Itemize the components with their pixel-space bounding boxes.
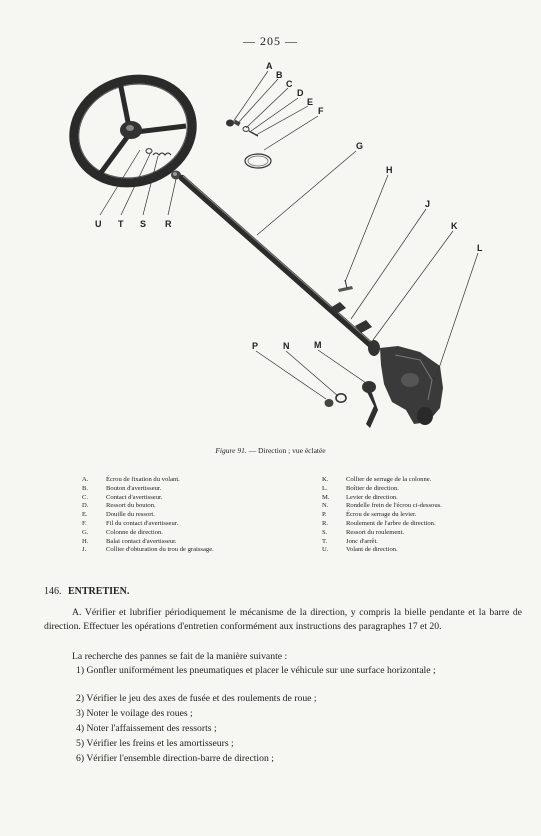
legend-text: Écrou de serrage du levier. xyxy=(346,511,417,519)
legend-key: B. xyxy=(82,484,89,492)
legend-item xyxy=(322,538,532,547)
legend-item xyxy=(82,476,312,485)
legend-item xyxy=(322,511,532,520)
legend-text: Balai contact d'avertisseur. xyxy=(106,537,177,545)
legend-key: R. xyxy=(322,519,329,527)
section-title: ENTRETIEN. xyxy=(68,586,130,597)
legend-item xyxy=(82,538,312,547)
legend-key: F. xyxy=(82,519,87,527)
callout-c: C xyxy=(286,79,293,89)
legend-key: C. xyxy=(82,493,89,501)
legend-item xyxy=(82,485,312,494)
legend-text: Volant de direction. xyxy=(346,546,398,554)
legend-key: D. xyxy=(82,502,89,510)
callout-j: J xyxy=(425,199,431,209)
page-number: — 205 — xyxy=(243,34,298,48)
legend-item xyxy=(322,494,532,503)
callout-e: E xyxy=(307,97,314,107)
legend-key: J. xyxy=(82,546,87,554)
legend-item xyxy=(82,494,312,503)
step-item: 1) Gonfler uniformément les pneumatiques et placer le véhicule sur une surface horizontale ; xyxy=(76,665,436,676)
step-item: 2) Vérifier le jeu des axes de fusée et des roulements de roue ; xyxy=(76,693,317,704)
legend-item xyxy=(82,529,312,538)
legend-key: P. xyxy=(322,511,327,519)
legend-text: Jonc d'arrêt. xyxy=(346,537,378,545)
callout-t: T xyxy=(118,219,124,229)
legend-key: S. xyxy=(322,528,328,536)
legend-left-column xyxy=(82,476,312,555)
callout-m: M xyxy=(314,340,322,350)
legend-text: Rondelle frein de l'écrou ci-dessous. xyxy=(346,502,442,510)
step-item: 4) Noter l'affaissement des ressorts ; xyxy=(76,723,217,734)
legend-text: Douille du ressort. xyxy=(106,511,155,519)
callout-h: H xyxy=(386,165,393,175)
maintenance-paragraph: A. Vérifier et lubrifier périodiquement le mécanisme de la direction, y compris la bielle pendante et la barre de direction. Effectuer les opérations d'entretien conformément aux instructions des paragraphes 17 et 20. xyxy=(44,607,522,632)
legend-key: K. xyxy=(322,476,329,483)
step-item: 3) Noter le voilage des roues ; xyxy=(76,708,193,719)
contact-brush-illustration xyxy=(338,280,353,292)
legend-text: Écrou de fixation du volant. xyxy=(106,476,180,483)
steering-column-illustration xyxy=(182,176,372,346)
callout-s: S xyxy=(140,219,147,229)
callout-n: N xyxy=(283,341,290,351)
legend-key: T. xyxy=(322,537,328,545)
section-number: 146. xyxy=(44,586,62,597)
legend-text: Collier de serrage de la colonne. xyxy=(346,476,432,483)
legend-text: Bouton d'avertisseur. xyxy=(106,484,162,492)
callout-d: D xyxy=(297,88,304,98)
legend-item xyxy=(322,476,532,485)
legend-text: Roulement de l'arbre de direction. xyxy=(346,519,436,527)
callout-l: L xyxy=(477,243,483,253)
legend-item xyxy=(322,520,532,529)
step-item: 6) Vérifier l'ensemble direction-barre de direction ; xyxy=(76,753,274,764)
lever-illustration xyxy=(325,381,379,428)
legend-text: Levier de direction. xyxy=(346,493,398,501)
exploded-view-figure xyxy=(0,50,541,440)
callout-r: R xyxy=(165,219,172,229)
legend-text: Colonne de direction. xyxy=(106,528,163,536)
steering-exploded-drawing xyxy=(0,50,541,440)
callout-a: A xyxy=(266,61,273,71)
figure-caption xyxy=(0,446,541,455)
legend-key: U. xyxy=(322,546,329,554)
figure-number: Figure 91. xyxy=(215,446,247,455)
callout-p: P xyxy=(252,341,259,351)
button-parts-illustration xyxy=(226,120,271,169)
legend-text: Contact d'avertisseur. xyxy=(106,493,163,501)
legend-item xyxy=(82,502,312,511)
steering-box-illustration xyxy=(368,340,443,425)
legend-key: M. xyxy=(322,493,330,501)
callout-k: K xyxy=(451,221,458,231)
callout-b: B xyxy=(276,70,283,80)
legend-key: G. xyxy=(82,528,89,536)
legend-text: Collier d'obturation du trou de graissage. xyxy=(106,546,214,554)
legend-right-column xyxy=(322,476,532,555)
legend-key: H. xyxy=(82,537,89,545)
callout-g: G xyxy=(356,141,364,151)
legend-key: L. xyxy=(322,484,328,492)
troubleshooting-intro: La recherche des pannes se fait de la manière suivante : xyxy=(72,651,288,662)
callout-f: F xyxy=(318,106,324,116)
callout-u: U xyxy=(95,219,102,229)
legend-item xyxy=(82,546,312,555)
figure-caption-text: — Direction ; vue éclatée xyxy=(246,446,326,455)
legend-text: Fil du contact d'avertisseur. xyxy=(106,519,179,527)
step-item: 5) Vérifier les freins et les amortisseurs ; xyxy=(76,738,234,749)
legend-item xyxy=(322,502,532,511)
legend-key: N. xyxy=(322,502,329,510)
legend-item xyxy=(322,485,532,494)
legend-item xyxy=(322,546,532,555)
legend-text: Ressort du bouton. xyxy=(106,502,156,510)
section-heading xyxy=(44,586,129,597)
legend-key: A. xyxy=(82,476,89,483)
legend-text: Boîtier de direction. xyxy=(346,484,399,492)
legend-item xyxy=(82,520,312,529)
legend-text: Ressort du roulement. xyxy=(346,528,405,536)
legend-item xyxy=(82,511,312,520)
legend-item xyxy=(322,529,532,538)
legend-key: E. xyxy=(82,511,88,519)
